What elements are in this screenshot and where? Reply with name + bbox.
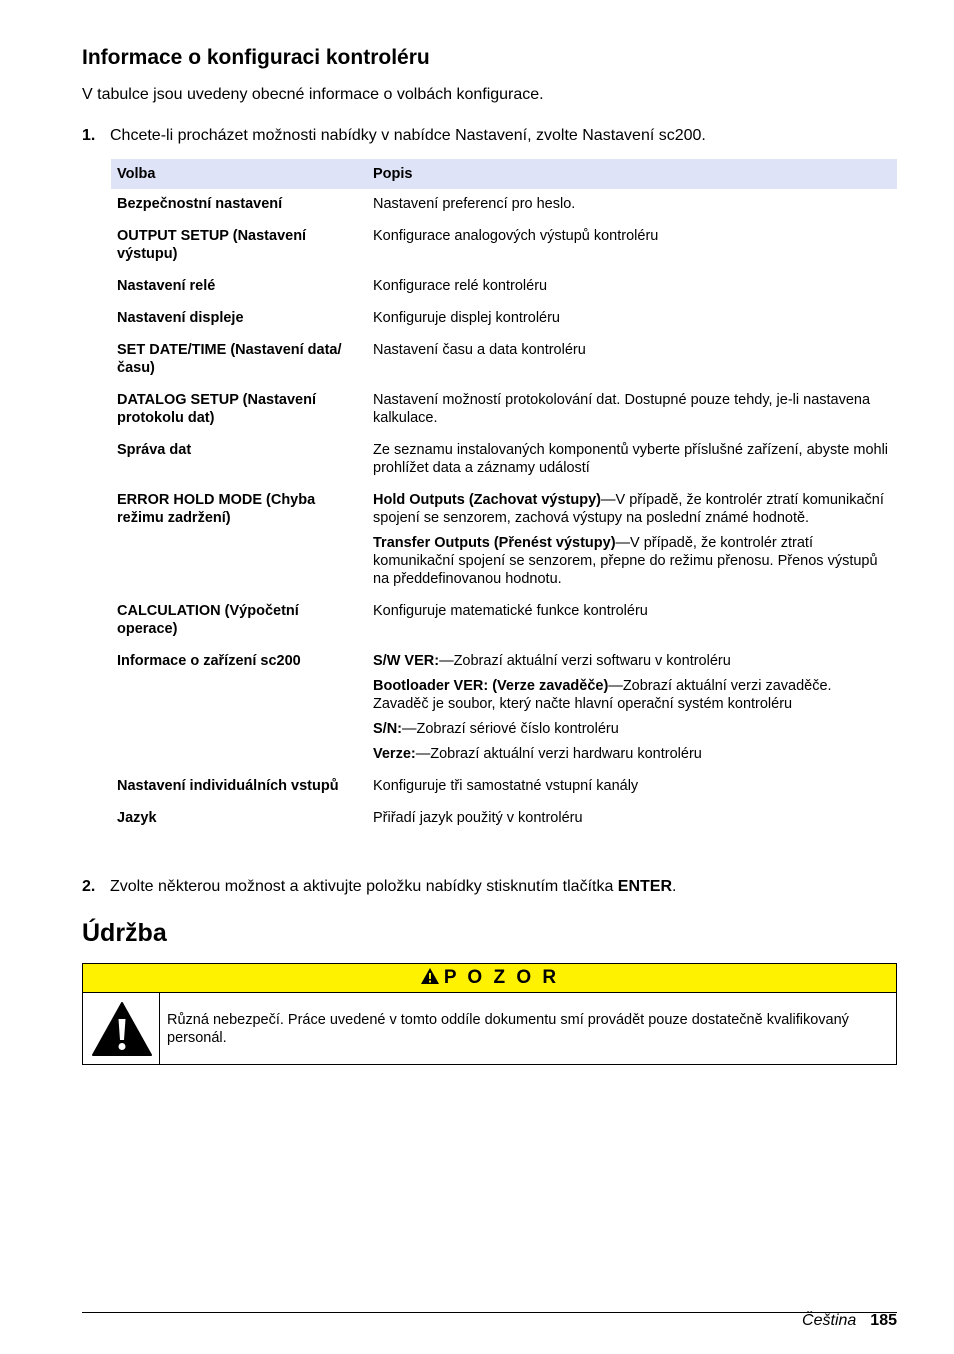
table-row <box>111 485 897 596</box>
table-row <box>111 803 897 835</box>
table-body <box>111 189 897 835</box>
description-text: Konfigurace relé kontroléru <box>373 278 548 294</box>
warning-icon-cell <box>83 993 160 1064</box>
description-term: S/W VER: <box>373 653 440 669</box>
description-paragraph <box>373 534 891 588</box>
option-name: SET DATE/TIME (Nastavení data/času) <box>117 342 342 376</box>
option-name: Nastavení displeje <box>117 310 244 326</box>
option-name: Bezpečnostní nastavení <box>117 196 283 212</box>
footer-rule <box>82 1312 897 1313</box>
table-row <box>111 189 897 221</box>
description-paragraph <box>373 227 891 245</box>
table-row <box>111 646 897 771</box>
description-text: —Zobrazí aktuální verzi softwaru v kontroléru <box>439 653 731 669</box>
step-number: 2. <box>82 878 96 895</box>
warning-small-icon <box>420 967 440 985</box>
step-text: Chcete-li procházet možnosti nabídky v nabídce Nastavení, zvolte Nastavení sc200. <box>110 127 706 144</box>
step-2 <box>82 878 676 896</box>
option-name: DATALOG SETUP (Nastavení protokolu dat) <box>117 392 317 426</box>
description-paragraph <box>373 277 891 295</box>
option-description <box>367 335 897 385</box>
option-name: Nastavení individuálních vstupů <box>117 778 339 794</box>
option-description <box>367 485 897 596</box>
description-paragraph <box>373 777 891 795</box>
option-description <box>367 189 897 221</box>
warning-header <box>83 964 896 993</box>
table-row <box>111 303 897 335</box>
description-term: Bootloader VER: (Verze zavaděče) <box>373 678 609 694</box>
description-text: Ze seznamu instalovaných komponentů vyberte příslušné zařízení, abyste mohli prohlížet data a záznamy událostí <box>373 442 889 476</box>
description-paragraph <box>373 441 891 477</box>
option-name: Informace o zařízení sc200 <box>117 653 301 669</box>
step-number: 1. <box>82 127 96 144</box>
section-heading: Informace o konfiguraci kontroléru <box>82 46 430 69</box>
page-footer <box>802 1312 897 1330</box>
description-text: —V případě, že kontrolér ztratí komunikační spojení se senzorem, zachová výstupy na poslední známé hodnotě. <box>373 492 884 526</box>
description-paragraph <box>373 391 891 427</box>
description-paragraph <box>373 195 891 213</box>
table-row <box>111 771 897 803</box>
description-paragraph <box>373 341 891 359</box>
option-name: OUTPUT SETUP (Nastavení výstupu) <box>117 228 307 262</box>
table-row <box>111 435 897 485</box>
description-paragraph <box>373 677 891 713</box>
maintenance-heading: Údržba <box>82 919 167 947</box>
description-text: Nastavení času a data kontroléru <box>373 342 586 358</box>
option-description <box>367 303 897 335</box>
description-paragraph <box>373 720 891 738</box>
option-description <box>367 596 897 646</box>
description-term: S/N: <box>373 721 402 737</box>
table-row <box>111 221 897 271</box>
description-term: Transfer Outputs (Přenést výstupy) <box>373 535 616 551</box>
table-row <box>111 596 897 646</box>
option-description <box>367 803 897 835</box>
description-text: Konfiguruje displej kontroléru <box>373 310 560 326</box>
warning-box <box>82 963 897 1065</box>
warning-label: P O Z O R <box>443 967 560 988</box>
description-text: Nastavení možností protokolování dat. Dostupné pouze tehdy, je-li nastavena kalkulace. <box>373 392 871 426</box>
warning-text: Různá nebezpečí. Práce uvedené v tomto oddíle dokumentu smí provádět pouze dostatečně kvalifikovaný personál. <box>167 1012 849 1046</box>
table-row <box>111 271 897 303</box>
option-name: Správa dat <box>117 442 192 458</box>
page-number: 185 <box>870 1312 897 1329</box>
intro-paragraph: V tabulce jsou uvedeny obecné informace o volbách konfigurace. <box>82 86 544 103</box>
option-description <box>367 646 897 771</box>
description-paragraph <box>373 309 891 327</box>
description-paragraph <box>373 602 891 620</box>
description-text: Konfiguruje matematické funkce kontroléru <box>373 603 648 619</box>
option-description <box>367 221 897 271</box>
description-term: Verze: <box>373 746 416 762</box>
option-description <box>367 435 897 485</box>
description-text: Konfiguruje tři samostatné vstupní kanály <box>373 778 639 794</box>
description-text: —Zobrazí aktuální verzi hardwaru kontroléru <box>415 746 702 762</box>
option-name: Nastavení relé <box>117 278 216 294</box>
key-name: ENTER <box>617 878 673 895</box>
description-paragraph <box>373 491 891 527</box>
option-name: Jazyk <box>117 810 157 826</box>
header-option: Volba <box>111 159 367 189</box>
table-header-row <box>111 159 897 189</box>
option-name: ERROR HOLD MODE (Chyba režimu zadržení) <box>117 492 316 526</box>
header-description: Popis <box>367 159 897 189</box>
step-1 <box>82 127 706 145</box>
table-row <box>111 385 897 435</box>
table-row <box>111 335 897 385</box>
description-text: —V případě, že kontrolér ztratí komunikační spojení se senzorem, přepne do režimu přenosu. Přenos výstupů na předdefinovanou hodnotu. <box>373 535 878 587</box>
description-text: Konfigurace analogových výstupů kontroléru <box>373 228 659 244</box>
warning-triangle-icon <box>91 1001 153 1057</box>
footer-language: Čeština <box>802 1312 857 1329</box>
option-description <box>367 771 897 803</box>
description-term: Hold Outputs (Zachovat výstupy) <box>373 492 601 508</box>
option-description <box>367 385 897 435</box>
description-text: —Zobrazí aktuální verzi zavaděče. Zavaděč je soubor, který načte hlavní operační systém kontroléru <box>373 678 832 712</box>
options-table <box>111 159 897 835</box>
option-name: CALCULATION (Výpočetní operace) <box>117 603 299 637</box>
option-description <box>367 271 897 303</box>
description-text: —Zobrazí sériové číslo kontroléru <box>402 721 619 737</box>
description-paragraph <box>373 652 891 670</box>
description-paragraph <box>373 809 891 827</box>
warning-body <box>83 993 896 1064</box>
description-text: Nastavení preferencí pro heslo. <box>373 196 576 212</box>
description-paragraph <box>373 745 891 763</box>
step-text-end: . <box>672 878 677 895</box>
description-text: Přiřadí jazyk použitý v kontroléru <box>373 810 583 826</box>
step-text: Zvolte některou možnost a aktivujte položku nabídky stisknutím tlačítka <box>110 878 618 895</box>
